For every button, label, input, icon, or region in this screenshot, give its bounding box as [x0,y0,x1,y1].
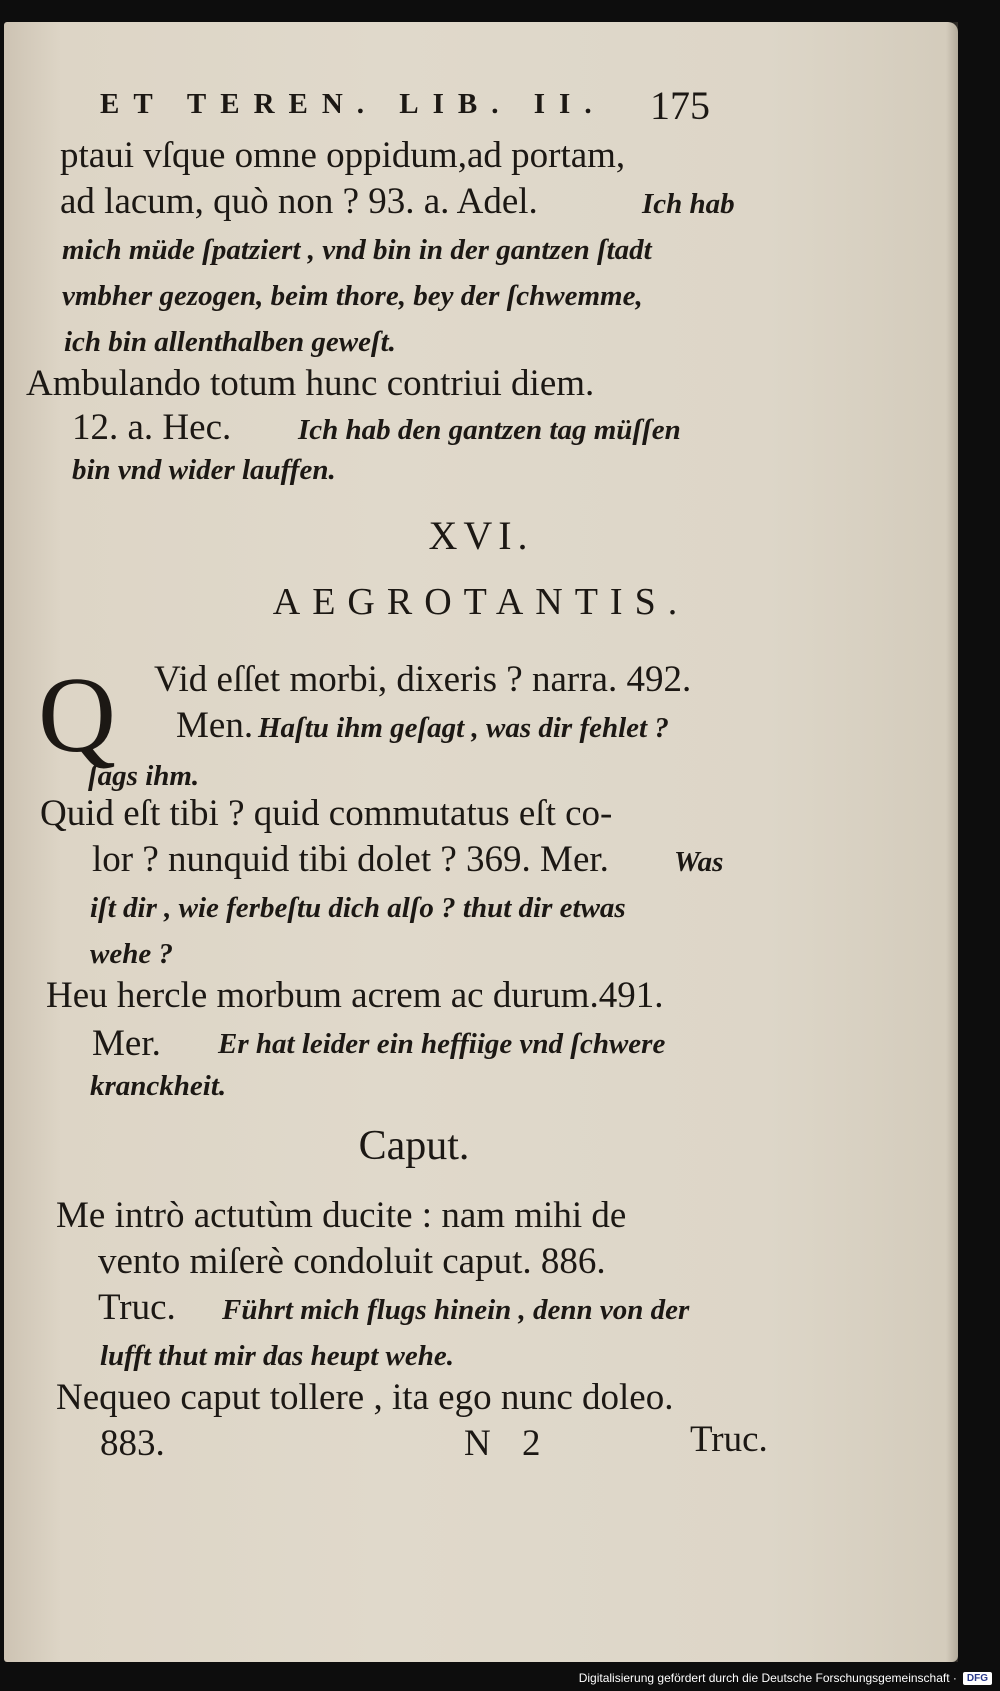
german-gloss: lufft thut mir das heupt wehe. [100,1340,454,1372]
german-gloss: kranckheit. [90,1070,227,1102]
german-gloss: ich bin allenthalben geweſt. [64,326,396,358]
text-line: ptaui vſque omne oppidum,ad portam, [60,135,626,176]
german-gloss: Haſtu ihm geſagt , was dir fehlet ? [258,712,669,744]
text-line: ad lacum, quò non ? 93. a. Adel. [60,181,538,222]
german-gloss: mich müde ſpatziert , vnd bin in der gantzen ſtadt [62,234,652,266]
section-title: AEGROTANTIS. [272,581,690,623]
text-line: Me intrò actutùm ducite : nam mihi de [56,1195,627,1236]
page-edge-shadow [946,22,958,1662]
german-gloss: Ich hab den gantzen tag müſſen [298,414,681,446]
text-line: Heu hercle morbum acrem ac durum.491. [46,975,664,1016]
text-line: Vid eſſet morbi, dixeris ? narra. 492. [154,659,692,700]
book-page [4,22,958,1662]
subheading: Caput. [358,1123,470,1169]
german-gloss: Führt mich flugs hinein , denn von der [222,1294,690,1326]
page-number: 175 [650,83,710,128]
german-gloss: Er hat leider ein heffiige vnd ſchwere [218,1028,666,1060]
running-title: ET TEREN. LIB. II. [100,88,606,120]
dfg-logo: DFG [963,1672,992,1685]
german-gloss: wehe ? [90,938,173,970]
text-line: Ambulando totum hunc contriui diem. [26,363,595,404]
german-gloss: ſags ihm. [88,760,200,792]
catchword: Truc. [690,1419,768,1460]
text-line: Men. [176,705,254,746]
text-line: 12. a. Hec. [72,407,232,448]
text-line: Mer. [92,1023,161,1064]
credit-text: Digitalisierung gefördert durch die Deutsche Forschungsgemeinschaft · [578,1671,957,1685]
text-line: Quid eſt tibi ? quid commutatus eſt co- [40,793,613,834]
text-line: Nequeo caput tollere , ita ego nunc doleo. [56,1377,674,1418]
german-gloss: iſt dir , wie ferbeſtu dich alſo ? thut dir etwas [90,892,626,924]
german-gloss: bin vnd wider lauffen. [72,454,336,486]
drop-cap-initial: Q [38,656,116,775]
text-line: Truc. [98,1287,176,1328]
digitization-credit [579,1667,992,1689]
german-gloss: Ich hab [642,188,735,220]
section-number: XVI. [428,513,534,558]
page-reference: 883. [100,1423,165,1464]
german-gloss: Was [674,846,724,878]
text-line: lor ? nunquid tibi dolet ? 369. Mer. [92,839,609,880]
text-line: vento miſerè condoluit caput. 886. [98,1241,606,1282]
german-gloss: vmbher gezogen, beim thore, bey der ſchwemme, [62,280,643,312]
signature-mark: N 2 [464,1423,541,1464]
